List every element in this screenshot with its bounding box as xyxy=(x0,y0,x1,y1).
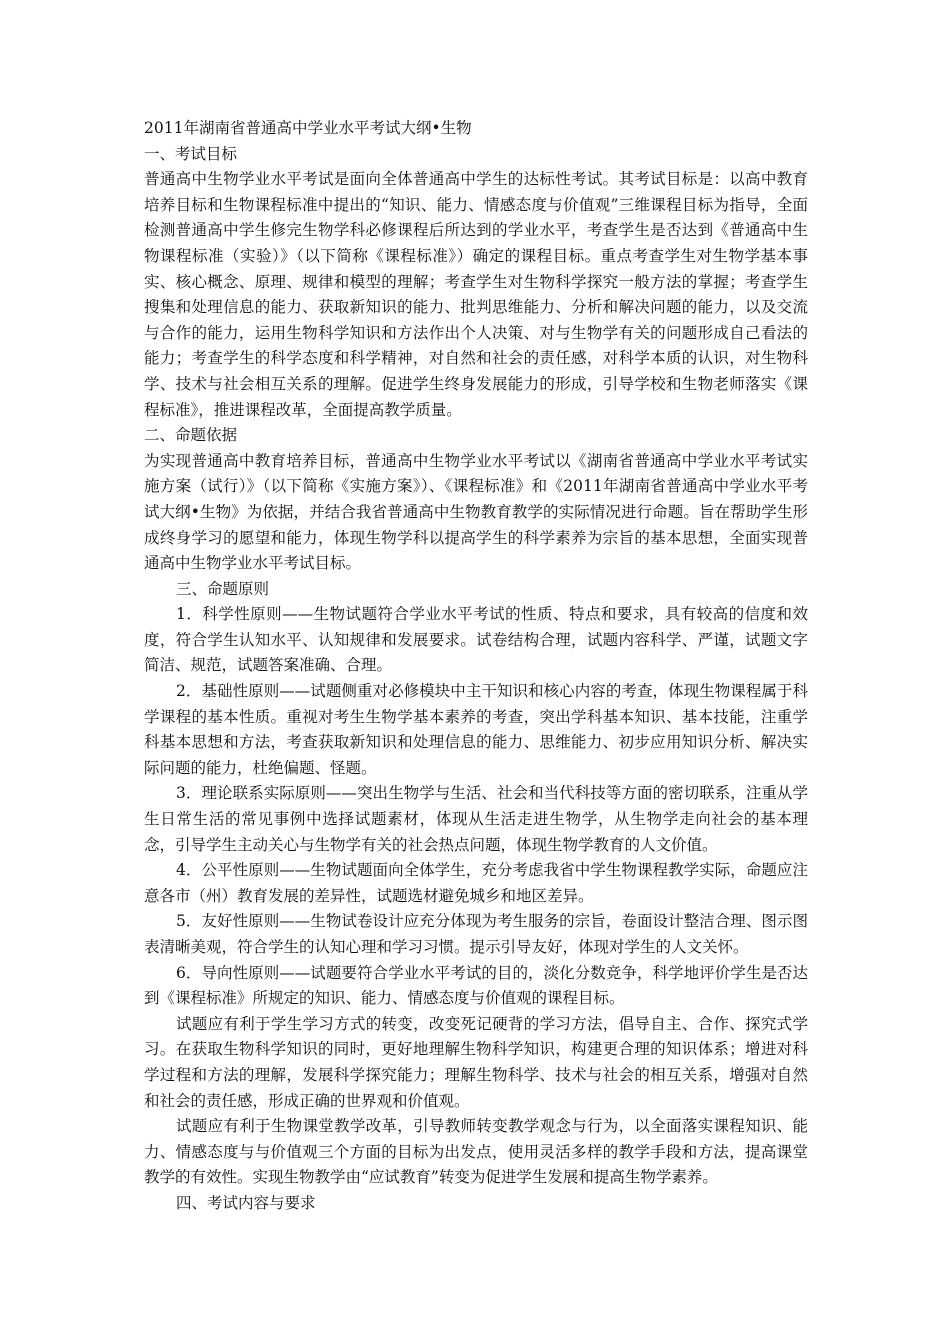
section-heading-basis: 二、命题依据 xyxy=(144,426,238,445)
section-heading-exam-goals: 一、考试目标 xyxy=(144,144,238,163)
paragraph-exam-goals: 普通高中生物学业水平考试是面向全体普通高中学生的达标性考试。其考试目标是：以高中教育培养目标和生物课程标准中提出的“知识、能力、情感态度与价值观”三维课程目标为指导，全面检测普通高中学生修完生物学科必修课程后所达到的学业水平，考查学生是否达到《普通高中生物课程标准（实验）》（以下简称《课程标准》）确定的课程目标。重点考查学生对生物学基本事实、核心概念、原理、规律和模型的理解；考查学生对生物科学探究一般方法的掌握；考查学生搜集和处理信息的能力、获取新知识的能力、批判思维能力、分析和解决问题的能力，以及交流与合作的能力，运用生物科学知识和方法作出个人决策、对与生物学有关的问题形成自己看法的能力；考查学生的科学态度和科学精神，对自然和社会的责任感，对科学本质的认识，对生物科学、技术与社会相互关系的理解。促进学生终身发展能力的形成，引导学校和生物老师落实《课程标准》，推进课程改革，全面提高教学质量。 xyxy=(144,170,808,419)
principle-fairness: 4．公平性原则——生物试题面向全体学生，充分考虑我省中学生物课程教学实际，命题应注意各市（州）教育发展的差异性，试题选材避免城乡和地区差异。 xyxy=(144,861,808,905)
section-heading-content: 四、考试内容与要求 xyxy=(176,1193,316,1212)
paragraph-teaching-reform: 试题应有利于生物课堂教学改革，引导教师转变教学观念与行为，以全面落实课程知识、能力、情感态度与与价值观三个方面的目标为出发点，使用灵活多样的教学手段和方法，提高课堂教学的有效性。实现生物教学由“应试教育”转变为促进学生发展和提高生物学素养。 xyxy=(144,1117,808,1187)
document-body xyxy=(144,116,808,1217)
document-title: 2011年湖南省普通高中学业水平考试大纲•生物 xyxy=(144,119,472,137)
principle-guidance: 6．导向性原则——试题要符合学业水平考试的目的，淡化分数竞争，科学地评价学生是否达到《课程标准》所规定的知识、能力、情感态度与价值观的课程目标。 xyxy=(144,963,808,1008)
paragraph-learning-style: 试题应有利于学生学习方式的转变，改变死记硬背的学习方法，倡导自主、合作、探究式学习。在获取生物科学知识的同时，更好地理解生物科学知识，构建更合理的知识体系；增进对科学过程和方法的理解，发展科学探究能力；理解生物科学、技术与社会的相互关系，增强对自然和社会的责任感，形成正确的世界观和价值观。 xyxy=(144,1014,808,1110)
principle-practical: 3．理论联系实际原则——突出生物学与生活、社会和当代科技等方面的密切联系，注重从学生日常生活的常见事例中选择试题素材，体现从生活走进生物学，从生物学走向社会的基本理念，引导学生主动关心与生物学有关的社会热点问题，体现生物学教育的人文价值。 xyxy=(144,784,808,854)
principle-scientific: 1．科学性原则——生物试题符合学业水平考试的性质、特点和要求，具有较高的信度和效度，符合学生认知水平、认知规律和发展要求。试卷结构合理，试题内容科学、严谨，试题文字简洁、规范，试题答案准确、合理。 xyxy=(144,605,808,675)
principle-friendliness: 5．友好性原则——生物试卷设计应充分体现为考生服务的宗旨，卷面设计整洁合理、图示图表清晰美观，符合学生的认知心理和学习习惯。提示引导友好，体现对学生的人文关怀。 xyxy=(144,912,808,956)
principle-foundational: 2．基础性原则——试题侧重对必修模块中主干知识和核心内容的考查，体现生物课程属于科学课程的基本性质。重视对考生生物学基本素养的考查，突出学科基本知识、基本技能，注重学科基本思想和方法，考查获取新知识和处理信息的能力、思维能力、初步应用知识分析、解决实际问题的能力，杜绝偏题、怪题。 xyxy=(144,682,808,777)
paragraph-basis: 为实现普通高中教育培养目标，普通高中生物学业水平考试以《湖南省普通高中学业水平考试实施方案（试行）》（以下简称《实施方案》）、《课程标准》和《2011年湖南省普通高中学业水平考试大纲•生物》为依据，并结合我省普通高中生物教育教学的实际情况进行命题。旨在帮助学生形成终身学习的愿望和能力，体现生物学科以提高学生的科学素养为宗旨的基本思想，全面实现普通高中生物学业水平考试目标。 xyxy=(144,451,808,573)
section-heading-principles: 三、命题原则 xyxy=(176,579,270,598)
